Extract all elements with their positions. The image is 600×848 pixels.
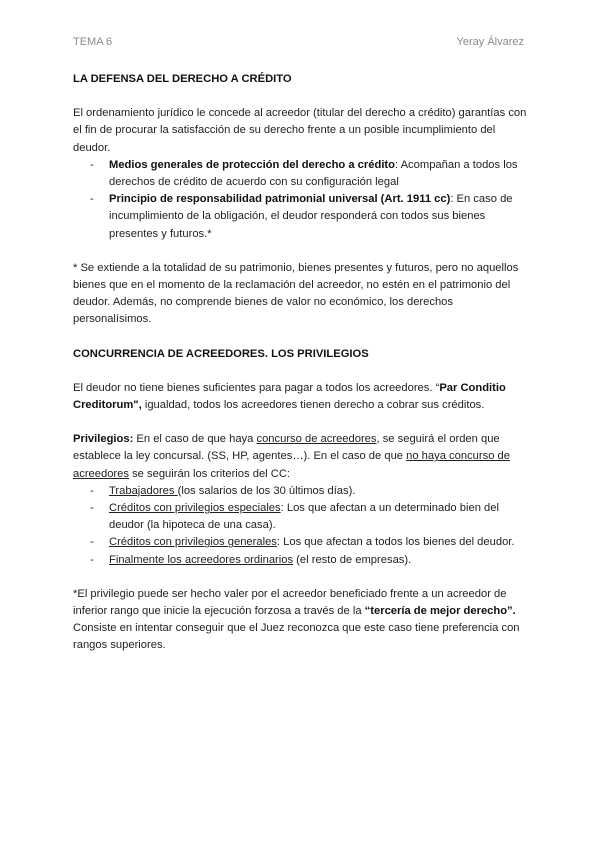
list-item-text: : Los que afectan a un determinado bien del deudor (la hipoteca de una casa). [109, 502, 499, 532]
list-item: - Créditos con privilegios especiales: Los que afectan a un determinado bien del deudor (la hipoteca de una casa). [90, 502, 499, 532]
list-item: - Finalmente los acreedores ordinarios (el resto de empresas). [90, 553, 412, 566]
list-item-term: Trabajadores [109, 484, 178, 497]
list-item-text: (el resto de empresas). [293, 553, 412, 566]
list-item-term: Finalmente los acreedores ordinarios [109, 553, 294, 566]
list-item-text: : Los que afectan a todos los bienes del deudor. [276, 536, 515, 549]
privilegios-paragraph: Privilegios: En el caso de que haya concurso de acreedores, se seguirá el orden que establece la ley concursal. (SS, HP, agentes…). En el caso de que no haya concurso de acreedores se seguirán los criterios del CC: [73, 433, 510, 480]
protection-list [73, 157, 529, 243]
list-item-term: Créditos con privilegios especiales [109, 502, 281, 515]
privilegios-list [73, 483, 529, 569]
par-conditio-term: Par Conditio Creditorum", [73, 381, 506, 412]
document-body [73, 71, 529, 655]
page-header [73, 36, 524, 50]
list-item-text: : En caso de incumplimiento de la obligación, el deudor responderá con todos sus bienes presentes y futuros.* [109, 193, 513, 240]
intro-paragraph: El ordenamiento jurídico le concede al acreedor (titular del derecho a crédito) garantías con el fin de procurar la satisfacción de su derecho frente a un posible incumplimiento del deudor. [73, 107, 527, 154]
no-concurso-text: no haya concurso de acreedores [73, 450, 510, 480]
par-conditio-paragraph: El deudor no tiene bienes suficientes para pagar a todos los acreedores. “Par Conditio Creditorum", igualdad, todos los acreedores tienen derecho a cobrar sus créditos. [73, 381, 506, 412]
list-item-text: (los salarios de los 30 últimos días). [177, 484, 356, 497]
section-title-defensa: LA DEFENSA DEL DERECHO A CRÉDITO [73, 73, 292, 85]
section-title-concurrencia: CONCURRENCIA DE ACREEDORES. LOS PRIVILEGIOS [73, 347, 369, 360]
list-item: - Medios generales de protección del derecho a crédito: Acompañan a todos los derechos de crédito de acuerdo con su configuración legal [90, 158, 518, 189]
list-item-term: Principio de responsabilidad patrimonial universal (Art. 1911 cc) [109, 193, 451, 206]
footnote-privilegio: *El privilegio puede ser hecho valer por el acreedor beneficiado frente a un acreedor de inferior rango que inicie la ejecución forzosa a través de la “tercería de mejor derecho”. Consiste en intentar conseguir que el Juez reconozca que este caso tiene preferencia con rangos superiores. [73, 587, 520, 652]
list-item: - Principio de responsabilidad patrimonial universal (Art. 1911 cc): En caso de incumplimiento de la obligación, el deudor responderá con todos sus bienes presentes y futuros.* [90, 193, 513, 240]
list-item: - Créditos con privilegios generales: Los que afectan a todos los bienes del deudor. [90, 536, 515, 549]
list-item: - Trabajadores (los salarios de los 30 últimos días). [90, 484, 356, 497]
header-author: Yeray Álvarez [456, 36, 524, 48]
list-item-term: Medios generales de protección del derecho a crédito [109, 158, 395, 171]
list-item-text: : Acompañan a todos los derechos de crédito de acuerdo con su configuración legal [109, 158, 518, 189]
header-topic: TEMA 6 [73, 36, 113, 48]
terceria-term: “tercería de mejor derecho”. [364, 605, 516, 618]
footnote-patrimonio: * Se extiende a la totalidad de su patrimonio, bienes presentes y futuros, pero no aquellos bienes que en el momento de la reclamación del acreedor, no estén en el patrimonio del deudor. Además, no comprende bienes de valor no económico, los derechos personalísimos. [73, 261, 519, 326]
concurso-link-text: concurso de acreedores [256, 433, 377, 446]
privilegios-label: Privilegios: [73, 433, 134, 446]
list-item-term: Créditos con privilegios generales [109, 536, 277, 549]
